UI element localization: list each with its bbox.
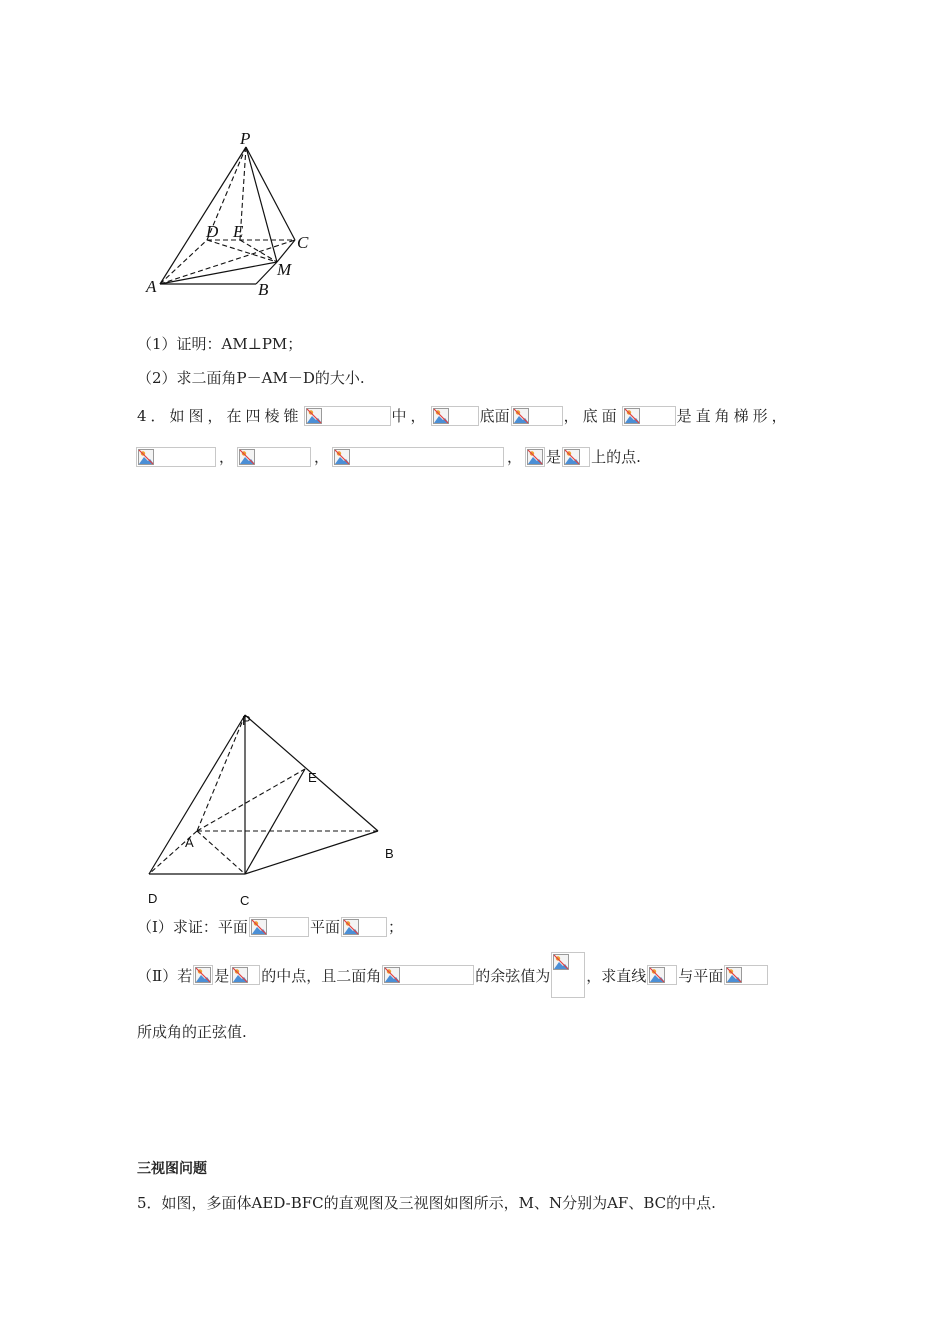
q4-text: 是 xyxy=(546,448,562,466)
formula-image xyxy=(622,406,676,426)
q4-text: ， xyxy=(219,448,235,466)
label-d: D xyxy=(206,222,219,241)
q4-text: （Ⅱ）若 xyxy=(137,966,193,985)
formula-image xyxy=(341,917,387,937)
formula-image xyxy=(562,447,590,467)
broken-image-icon xyxy=(232,967,248,983)
section-title: 三视图问题 xyxy=(137,1161,207,1177)
label-b: B xyxy=(258,280,269,299)
broken-image-icon xyxy=(513,408,529,424)
formula-image xyxy=(249,917,309,937)
broken-image-icon xyxy=(433,408,449,424)
label-p: P xyxy=(240,130,251,148)
label-p: P xyxy=(242,713,251,728)
q4-text: ，求直线 xyxy=(586,966,647,985)
broken-image-icon xyxy=(384,967,400,983)
label-a: A xyxy=(185,835,194,850)
q4-line2 xyxy=(135,446,641,467)
broken-image-icon xyxy=(239,449,255,465)
q4-text: ； xyxy=(387,918,403,936)
q4-text: 平面 xyxy=(309,918,340,936)
label-e: E xyxy=(233,222,244,241)
q4-text: 上的点. xyxy=(591,448,641,466)
q4-text: 中， xyxy=(391,407,430,425)
formula-image xyxy=(237,447,311,467)
broken-image-icon xyxy=(553,954,569,970)
q4-text: 与平面 xyxy=(678,966,724,985)
q3-part1: （1）证明：AM⊥PM； xyxy=(137,335,303,353)
formula-image xyxy=(525,447,545,467)
formula-image xyxy=(511,406,563,426)
formula-image xyxy=(647,965,677,985)
formula-image xyxy=(230,965,260,985)
q4-text: （Ⅰ）求证：平面 xyxy=(137,918,248,936)
broken-image-icon xyxy=(306,408,322,424)
q4-text: 的余弦值为 xyxy=(475,966,551,985)
broken-image-icon xyxy=(251,919,267,935)
q4-text: ， xyxy=(314,448,330,466)
q4-text: 的中点，且二面角 xyxy=(261,966,382,985)
label-e: E xyxy=(308,770,317,785)
formula-image xyxy=(431,406,479,426)
formula-image xyxy=(332,447,504,467)
formula-image xyxy=(382,965,474,985)
q4-text: 底面 xyxy=(479,407,510,425)
formula-image xyxy=(136,447,216,467)
figure-pyramid-with-e xyxy=(135,705,415,915)
broken-image-icon xyxy=(138,449,154,465)
broken-image-icon xyxy=(195,967,211,983)
label-m: M xyxy=(277,260,292,279)
broken-image-icon xyxy=(726,967,742,983)
q4-text: 4．如图，在四棱锥 xyxy=(137,407,303,425)
q4-sub2 xyxy=(137,952,769,998)
q5-text: 5．如图，多面体AED-BFC的直观图及三视图如图所示，M、N分别为AF、BC的中点. xyxy=(137,1194,716,1212)
broken-image-icon xyxy=(334,449,350,465)
formula-image xyxy=(551,952,585,998)
q4-sub2-cont: 所成角的正弦值. xyxy=(137,1023,247,1041)
label-b: B xyxy=(385,846,394,861)
label-c: C xyxy=(297,233,309,252)
formula-image xyxy=(304,406,391,426)
q4-line1 xyxy=(137,405,791,426)
broken-image-icon xyxy=(624,408,640,424)
broken-image-icon xyxy=(343,919,359,935)
label-a: A xyxy=(146,277,157,296)
label-d: D xyxy=(148,891,158,906)
formula-image xyxy=(724,965,768,985)
broken-image-icon xyxy=(527,449,543,465)
broken-image-icon xyxy=(564,449,580,465)
label-c: C xyxy=(240,893,250,908)
q4-text: ，底面 xyxy=(563,407,621,425)
q4-sub1 xyxy=(137,916,403,937)
q4-text: 是 xyxy=(214,966,230,985)
broken-image-icon xyxy=(649,967,665,983)
figure-pyramid-pabcd xyxy=(140,130,330,305)
q3-part2: （2）求二面角P－AM－D的大小. xyxy=(137,369,365,387)
q4-text: 是直角梯形， xyxy=(676,407,791,425)
q4-text: ， xyxy=(507,448,523,466)
formula-image xyxy=(193,965,213,985)
